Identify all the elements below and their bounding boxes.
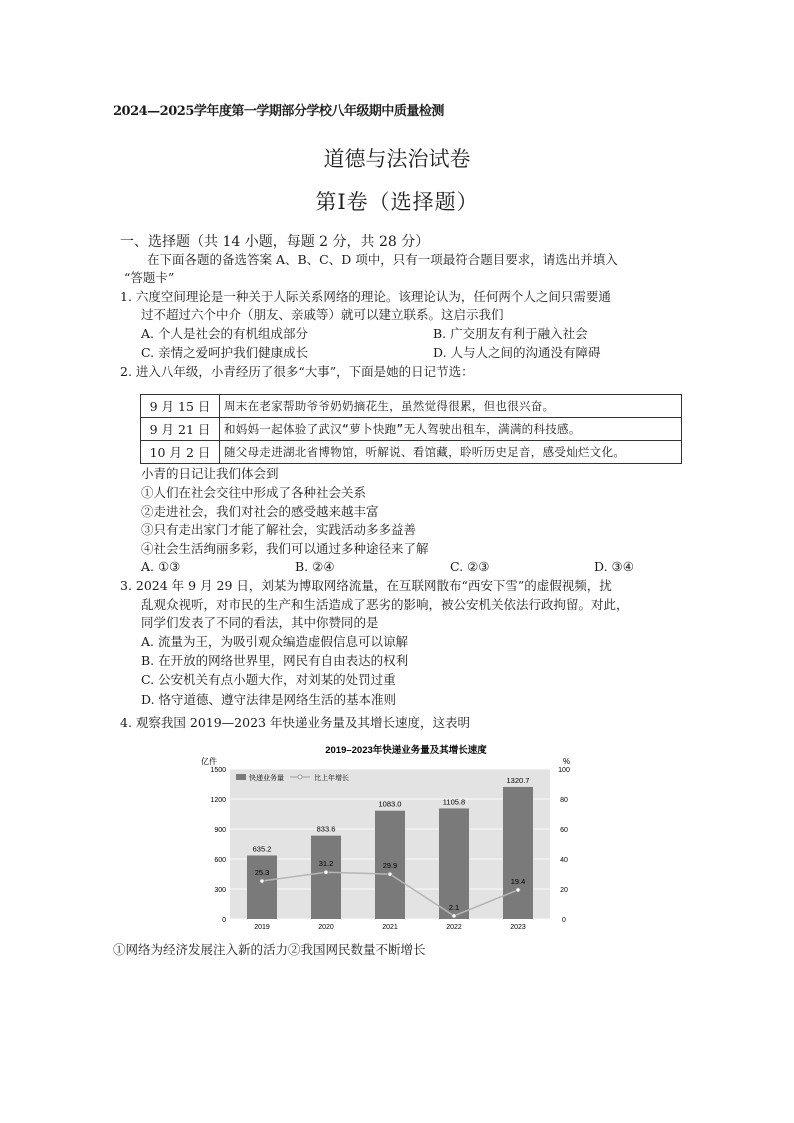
chart-title: 2019–2023年快递业务量及其增长速度 bbox=[325, 745, 487, 756]
q2-option-c: C. ②③ bbox=[450, 559, 490, 574]
y-tick-left: 900 bbox=[214, 827, 226, 834]
y-tick-left: 1500 bbox=[210, 767, 226, 774]
x-tick-label: 2019 bbox=[254, 924, 270, 931]
y-tick-left: 600 bbox=[214, 857, 226, 864]
q2-statement-4: ④社会生活绚丽多彩，我们可以通过多种途径来了解 bbox=[141, 541, 429, 556]
exam-header: 2024—2025学年度第一学期部分学校八年级期中质量检测 bbox=[113, 104, 444, 119]
x-tick-label: 2023 bbox=[510, 924, 526, 931]
q1-option-c: C. 亲情之爱呵护我们健康成长 bbox=[141, 345, 309, 360]
y-tick-right: 100 bbox=[558, 767, 570, 774]
q2-option-a: A. ①③ bbox=[141, 559, 181, 574]
express-chart bbox=[198, 740, 588, 940]
bar bbox=[503, 787, 533, 919]
x-tick-label: 2021 bbox=[382, 924, 398, 931]
bar-data-label: 1105.8 bbox=[442, 797, 466, 807]
growth-point bbox=[260, 879, 264, 883]
y-axis-right-label: % bbox=[563, 757, 571, 766]
q3-option-d: D. 恪守道德、遵守法律是网络生活的基本准则 bbox=[141, 692, 397, 707]
q4-stem: 4. 观察我国 2019—2023 年快递业务量及其增长速度，这表明 bbox=[120, 715, 470, 730]
growth-data-label: 2.1 bbox=[448, 902, 460, 912]
q1-stem-cont: 过不超过六个中介（朋友、亲戚等）就可以建立联系。这启示我们 bbox=[141, 307, 504, 322]
section-instruction-cont: “答题卡” bbox=[124, 270, 175, 285]
diary-table bbox=[140, 394, 682, 464]
q2-lead: 小青的日记让我们体会到 bbox=[141, 466, 279, 481]
section-heading: 一、选择题（共 14 小题，每题 2 分，共 28 分） bbox=[120, 234, 430, 250]
growth-data-label: 25.3 bbox=[254, 868, 270, 878]
growth-data-label: 31.2 bbox=[318, 859, 334, 869]
q2-option-d: D. ③④ bbox=[594, 559, 634, 574]
paper-title: 道德与法治试卷 bbox=[323, 147, 471, 171]
bar bbox=[311, 836, 341, 919]
q3-stem-cont: 乱观众视听，对市民的生产和生活造成了恶劣的影响，被公安机关依法行政拘留。对此， bbox=[141, 597, 629, 612]
growth-data-label: 19.4 bbox=[510, 876, 526, 886]
q3-stem-cont-2: 同学们发表了不同的看法，其中你赞同的是 bbox=[141, 615, 379, 630]
table-row bbox=[141, 441, 682, 464]
bar-data-label: 833.6 bbox=[316, 824, 336, 834]
diary-entry: 随父母走进湖北省博物馆，听解说、看馆藏，聆听历史足音，感受灿烂文化。 bbox=[220, 441, 682, 464]
growth-point bbox=[324, 870, 328, 874]
growth-point bbox=[388, 872, 392, 876]
diary-date: 9 月 21 日 bbox=[141, 418, 220, 441]
y-tick-left: 300 bbox=[214, 887, 226, 894]
x-tick-label: 2020 bbox=[318, 924, 334, 931]
q2-statement-1: ①人们在社会交往中形成了各种社会关系 bbox=[141, 485, 367, 500]
growth-point bbox=[516, 888, 520, 892]
section-instruction: 在下面各题的备选答案 A、B、C、D 项中，只有一项最符合题目要求，请选出并填入 bbox=[147, 252, 618, 267]
y-tick-right: 60 bbox=[560, 827, 568, 834]
q2-option-b: B. ②④ bbox=[295, 559, 335, 574]
bar-data-label: 1320.7 bbox=[506, 775, 530, 785]
growth-point bbox=[452, 914, 456, 918]
table-row bbox=[141, 418, 682, 441]
q3-option-a: A. 流量为王，为吸引观众编造虚假信息可以谅解 bbox=[141, 634, 408, 649]
q1-option-d: D. 人与人之间的沟通没有障碍 bbox=[433, 345, 601, 360]
diary-entry: 周末在老家帮助爷爷奶奶摘花生，虽然觉得很累，但也很兴奋。 bbox=[220, 395, 682, 418]
legend-line-label: 比上年增长 bbox=[314, 775, 349, 782]
y-tick-right: 20 bbox=[560, 887, 568, 894]
q3-option-c: C. 公安机关有点小题大作，对刘某的处罚过重 bbox=[141, 672, 396, 687]
y-tick-left: 0 bbox=[222, 917, 226, 924]
y-tick-right: 40 bbox=[560, 857, 568, 864]
y-tick-right: 80 bbox=[560, 797, 568, 804]
legend-bar-swatch bbox=[236, 774, 246, 780]
diary-date: 10 月 2 日 bbox=[141, 441, 220, 464]
x-tick-label: 2022 bbox=[446, 924, 462, 931]
legend-line-marker bbox=[298, 775, 302, 779]
growth-data-label: 29.9 bbox=[382, 861, 398, 871]
y-tick-left: 1200 bbox=[210, 797, 226, 804]
table-row bbox=[141, 395, 682, 418]
bar-data-label: 1083.0 bbox=[378, 799, 402, 809]
q2-stem: 2. 进入八年级，小青经历了很多“大事”，下面是她的日记节选： bbox=[120, 364, 474, 379]
q1-option-a: A. 个人是社会的有机组成部分 bbox=[141, 326, 308, 341]
q1-option-b: B. 广交朋友有利于融入社会 bbox=[433, 326, 588, 341]
q1-stem: 1. 六度空间理论是一种关于人际关系网络的理论。该理论认为，任何两个人之间只需要通 bbox=[120, 289, 611, 304]
q2-statement-2: ②走进社会，我们对社会的感受越来越丰富 bbox=[141, 504, 379, 519]
legend-bar-label: 快递业务量 bbox=[249, 775, 284, 782]
y-tick-right: 0 bbox=[562, 917, 566, 924]
y-axis-left-label: 亿件 bbox=[201, 757, 217, 766]
q4-statements: ①网络为经济发展注入新的活力②我国网民数量不断增长 bbox=[113, 942, 426, 957]
bar bbox=[247, 855, 277, 919]
diary-entry: 和妈妈一起体验了武汉“萝卜快跑”无人驾驶出租车，满满的科技感。 bbox=[220, 418, 682, 441]
q3-option-b: B. 在开放的网络世界里，网民有自由表达的权利 bbox=[141, 653, 409, 668]
q2-statement-3: ③只有走出家门才能了解社会，实践活动多多益善 bbox=[141, 522, 417, 537]
bar-data-label: 635.2 bbox=[252, 844, 272, 854]
diary-date: 9 月 15 日 bbox=[141, 395, 220, 418]
q3-stem: 3. 2024 年 9 月 29 日，刘某为博取网络流量，在互联网散布“西安下雪”的虚假视频，扰 bbox=[120, 578, 612, 593]
paper-subtitle: 第Ⅰ卷（选择题） bbox=[315, 190, 479, 214]
